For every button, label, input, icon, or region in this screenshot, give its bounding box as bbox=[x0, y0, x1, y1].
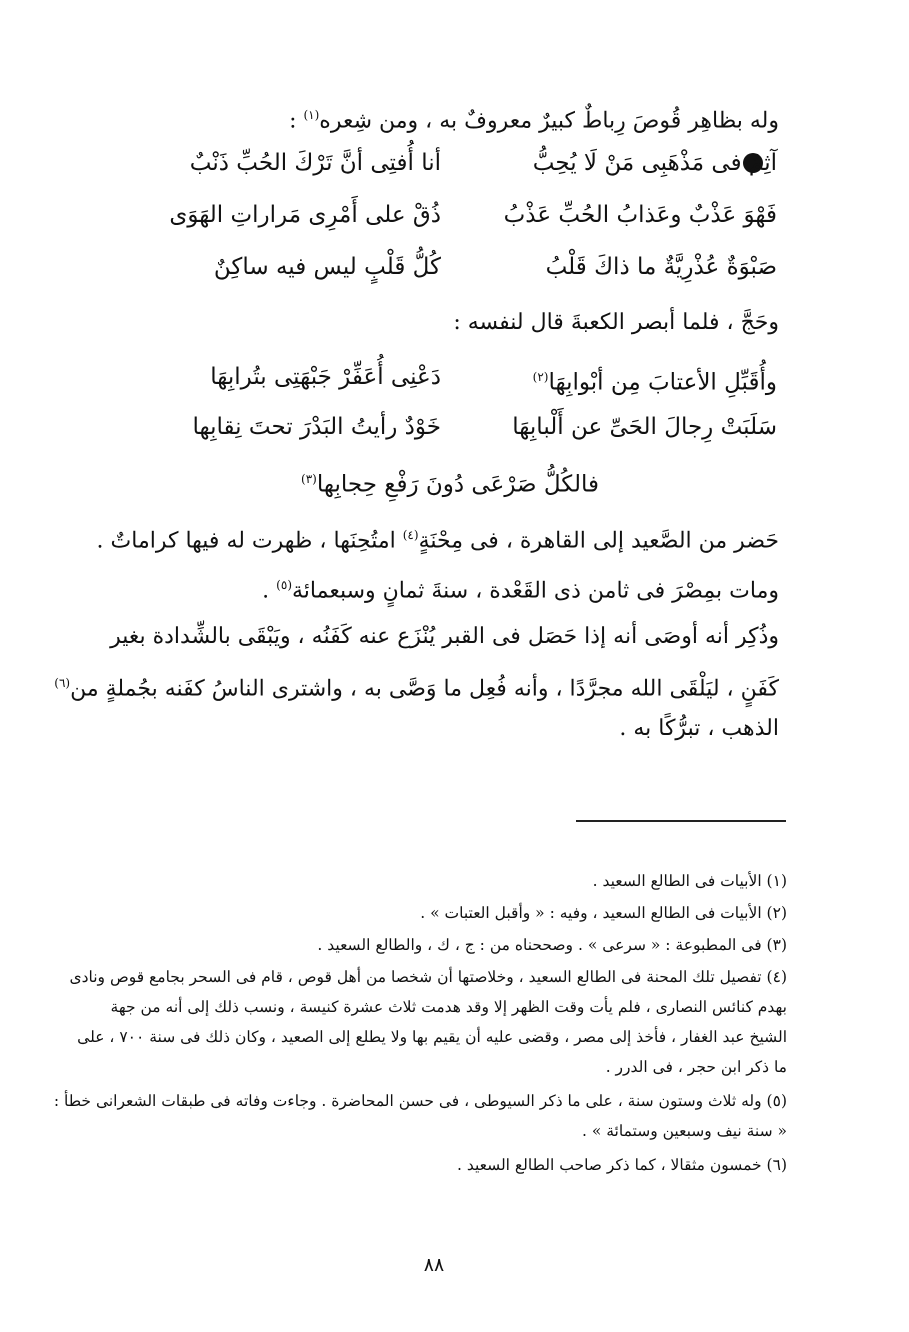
intro-text: وله بظاهِر قُوصَ رِباطٌ كبيرٌ معروفٌ به ، ومن شِعره bbox=[319, 108, 779, 134]
verse-1-hemistich-2: آثِمٌ فى مَذْهَبِى مَنْ لَا يُحِبُّ bbox=[532, 150, 777, 176]
paragraph-3-line-2 bbox=[54, 666, 779, 706]
paragraph-2-text-a: ومات بمِصْرَ فى ثامن ذى القَعْدة ، سنةَ ثمانٍ وسبعمائة bbox=[292, 578, 779, 604]
footnote-1: (١) الأبيات فى الطالع السعيد . bbox=[592, 872, 787, 890]
paragraph-3-line-1: وذُكِر أنه أوصَى أنه إذا حَصَل فى القبر يُنْزَع عنه كَفَنُه ، ويَبْقَى بالشِّدادة بغير bbox=[110, 624, 779, 649]
intro-colon: : bbox=[289, 108, 304, 134]
verse-4-hemistich-2-text: وأُقَبِّلِ الأعتابَ مِن أبْوابِهَا bbox=[548, 369, 777, 396]
footnote-ref-3: (٣) bbox=[301, 472, 317, 486]
footnote-4-line-1: (٤) تفصيل تلك المحنة فى الطالع السعيد ، وخلاصتها أن شخصا من أهل قوص ، قام فى السحر بجامع قوص ونادى bbox=[69, 968, 787, 986]
footnote-6: (٦) خمسون مثقالا ، كما ذكر صاحب الطالع السعيد . bbox=[456, 1156, 787, 1174]
verse-5-hemistich-2: سَلَبَتْ رِجالَ الحَىِّ عن أَلْبابِهَا bbox=[512, 414, 777, 440]
paragraph-2 bbox=[262, 568, 779, 608]
footnote-2: (٢) الأبيات فى الطالع السعيد ، وفيه : « وأقبل العتبات » . bbox=[420, 904, 787, 922]
footnote-ref-4: (٤) bbox=[402, 528, 419, 542]
footnote-ref-2: (٢) bbox=[532, 370, 549, 384]
footnote-ref-5: (٥) bbox=[276, 578, 292, 592]
mid-line: وحَجَّ ، فلما أبصر الكعبةَ قال لنفسه : bbox=[453, 310, 779, 335]
paragraph-1-text-b: امتُحِنَها ، ظهرت له فيها كراماتٌ . bbox=[96, 528, 403, 554]
footnote-5-line-1: (٥) وله ثلاث وستون سنة ، على ما ذكر السيوطى ، فى حسن المحاضرة . وجاءت وفاته فى طبقات الشعرانى خطأ : bbox=[53, 1092, 787, 1110]
verse-1-hemistich-1: أنا أُفتِى أنَّ تَرْكَ الحُبِّ ذَنْبٌ bbox=[189, 150, 441, 176]
footnote-4-line-3: الشيخ عبد الغفار ، فأخذ إلى مصر ، وقضى عليه أن يقيم بها ولا يطلع إلى الصعيد ، وكان ذلك فى سنة ٧٠٠ ، على bbox=[77, 1028, 787, 1046]
paragraph-3-line-2-text: كَفَنٍ ، ليَلْقَى الله مجرَّدًا ، وأنه فُعِل ما وَصَّى به ، واشترى الناسُ كفَنه بجُملةٍ من bbox=[70, 676, 779, 702]
verse-4-hemistich-1: دَعْنِى أُعَفِّرْ جَبْهَتِى بتُرابِهَا bbox=[210, 364, 441, 390]
verse-2-hemistich-1: ذُقْ على أَمْرِى مَراراتِ الهَوَى bbox=[169, 202, 441, 228]
paragraph-1 bbox=[97, 518, 779, 558]
paragraph-2-text-b: . bbox=[262, 578, 277, 604]
footnote-5-line-2: « سنة نيف وسبعين وستمائة » . bbox=[581, 1122, 787, 1140]
verse-5-hemistich-1: خَوْدٌ رأيتُ البَدْرَ تحتَ نِقابِها bbox=[192, 414, 441, 440]
verse-6-text: فالكُلُّ صَرْعَى دُونَ رَفْعِ حِجابِها bbox=[316, 471, 599, 498]
verse-6 bbox=[270, 462, 630, 502]
footnote-divider bbox=[576, 820, 786, 822]
footnote-3: (٣) فى المطبوعة : « سرعى » . وصححناه من : ج ، ك ، والطالع السعيد . bbox=[317, 936, 787, 954]
verse-3-hemistich-1: كُلُّ قَلْبٍ ليس فيه ساكِنٌ bbox=[213, 254, 441, 280]
paragraph-3-line-3: الذهب ، تبرُّكًا به . bbox=[619, 716, 779, 741]
page-number: ٨٨ bbox=[423, 1254, 445, 1276]
verse-3-hemistich-2: صَبْوَةٌ عُذْرِيَّةٌ ما ذاكَ قَلْبُ bbox=[545, 254, 777, 280]
verse-4-hemistich-2 bbox=[447, 360, 777, 400]
footnote-4-line-4: ما ذكر ابن حجر ، فى الدرر . bbox=[605, 1058, 787, 1076]
intro-line bbox=[289, 98, 779, 138]
paragraph-1-text-a: حَضر من الصَّعيد إلى القاهرة ، فى مِحْنَةٍ bbox=[418, 528, 779, 554]
footnote-4-line-2: بهدم كنائس النصارى ، فلم يأت وقت الظهر إلا وقد هدمت ثلاث عشرة كنيسة ، ونسب ذلك إلى أنه من جهة bbox=[110, 998, 787, 1016]
footnote-ref-6: (٦) bbox=[54, 676, 71, 690]
footnote-ref-1: (١) bbox=[303, 108, 320, 122]
verse-2-hemistich-2: فَهْوَ عَذْبٌ وعَذابُ الحُبِّ عَذْبُ bbox=[503, 202, 777, 228]
